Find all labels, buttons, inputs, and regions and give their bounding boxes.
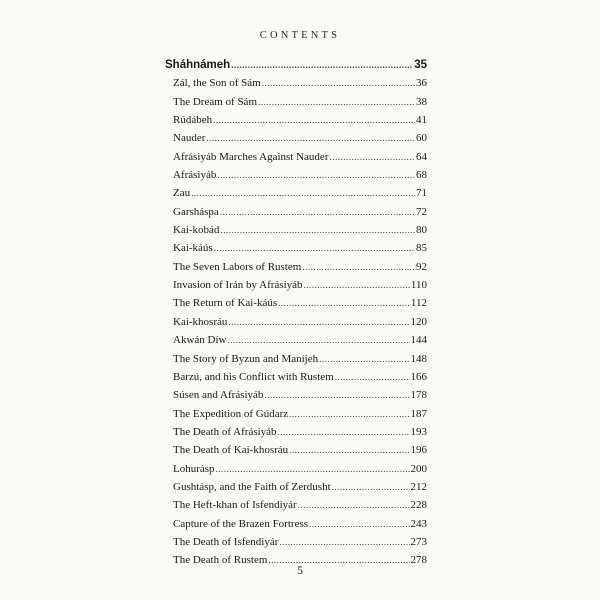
dot-leader — [278, 423, 410, 441]
toc-entry-title: The Heft-khan of Isfendiyár — [173, 499, 297, 512]
toc-entry-title: Barzú, and his Conflict with Rustem — [173, 370, 334, 383]
dot-leader — [319, 350, 409, 368]
toc-entry-title: Afrásiyáb Marches Against Nauder — [173, 150, 329, 163]
toc-entry — [165, 276, 427, 294]
toc-entry-page: 64 — [416, 150, 427, 163]
toc-entry — [165, 515, 427, 533]
toc-entry — [165, 148, 427, 166]
toc-entry — [165, 405, 427, 423]
toc-entry-page: 228 — [410, 499, 427, 512]
toc-entry — [165, 496, 427, 514]
toc-entry-page: 196 — [410, 444, 427, 457]
toc-entry — [165, 129, 427, 147]
toc-entry-page: 72 — [416, 205, 427, 218]
toc-entry-title: Zau — [173, 187, 191, 200]
dot-leader — [332, 478, 410, 496]
toc-entry — [165, 533, 427, 551]
dot-leader — [264, 386, 409, 404]
toc-entry-title: Kai-káús — [173, 242, 213, 255]
dot-leader — [279, 533, 409, 551]
toc-entry-title: The Death of Afrásiyáb — [173, 425, 277, 438]
toc-entry-page: 212 — [410, 480, 427, 493]
toc-entry-page: 35 — [414, 59, 427, 71]
dot-leader — [206, 129, 415, 147]
toc-entry-page: 200 — [410, 462, 427, 475]
toc-entry-page: 273 — [410, 535, 427, 548]
toc-entry-page: 148 — [410, 352, 427, 365]
dot-leader — [216, 460, 410, 478]
dot-leader — [227, 331, 409, 349]
dot-leader — [214, 239, 415, 257]
toc-entry-title: The Dream of Sám — [173, 95, 257, 108]
dot-leader — [213, 111, 415, 129]
toc-entry — [165, 350, 427, 368]
toc-entry-title: Capture of the Brazen Fortress — [173, 517, 309, 530]
toc-entry-title: Garsháspa — [173, 205, 219, 218]
toc-entry-page: 60 — [416, 132, 427, 145]
toc-entry-page: 38 — [416, 95, 427, 108]
toc-entry — [165, 221, 427, 239]
toc-entry-title: The Seven Labors of Rustem — [173, 260, 302, 273]
toc-entry-title: Invasion of Irán by Afrásiyáb — [173, 279, 303, 292]
toc-entry-title: Zál, the Son of Sám — [173, 77, 261, 90]
toc-entry-page: 36 — [416, 77, 427, 90]
toc-entry — [165, 184, 427, 202]
toc-entry — [165, 294, 427, 312]
toc-entry-title: Lohurásp — [173, 462, 215, 475]
toc-entry-title: Sháhnámeh — [165, 59, 231, 71]
toc-entry-title: The Death of Rustem — [173, 554, 268, 567]
toc-entry-title: The Death of Kai-khosráu — [173, 444, 289, 457]
page-heading: CONTENTS — [259, 30, 341, 41]
toc-entry — [165, 368, 427, 386]
toc-entry-page: 187 — [410, 407, 427, 420]
toc-entry-title: The Death of Isfendiyár — [173, 535, 279, 548]
toc-entry-title: Kai-khosráu — [173, 315, 228, 328]
toc-entry — [165, 478, 427, 496]
toc-entry-title: Akwán Díw — [173, 334, 227, 347]
dot-leader — [191, 184, 415, 202]
toc-entry-title: The Story of Byzun and Maníjeh — [173, 352, 319, 365]
dot-leader — [329, 148, 415, 166]
toc-entry — [165, 93, 427, 111]
dot-leader — [302, 258, 415, 276]
toc-entry-page: 120 — [410, 315, 427, 328]
toc-entry — [165, 258, 427, 276]
toc-entry — [165, 441, 427, 459]
toc-entry-page: 243 — [410, 517, 427, 530]
toc-entry-title: Súsen and Afrásiyáb — [173, 389, 264, 402]
toc-entry-page: 41 — [416, 114, 427, 127]
toc-entry — [165, 460, 427, 478]
toc-entry-page: 144 — [410, 334, 427, 347]
toc-entry — [165, 313, 427, 331]
toc-entry-page: 71 — [416, 187, 427, 200]
toc-entry-page: 68 — [416, 169, 427, 182]
dot-leader — [228, 313, 409, 331]
toc-entry-page: 85 — [416, 242, 427, 255]
dot-leader — [289, 441, 409, 459]
dot-leader — [304, 276, 410, 294]
toc-entry-title: Gushtásp, and the Faith of Zerdusht — [173, 480, 331, 493]
toc-entry-title: Afrásiyáb — [173, 169, 217, 182]
toc-entry — [165, 331, 427, 349]
dot-leader — [220, 221, 415, 239]
dot-leader — [258, 93, 415, 111]
toc-part-entry — [165, 56, 427, 74]
table-of-contents — [165, 56, 427, 570]
toc-entry-title: The Expedition of Gúdarz — [173, 407, 289, 420]
toc-entry-page: 193 — [410, 425, 427, 438]
dot-leader — [309, 515, 409, 533]
toc-entry — [165, 239, 427, 257]
toc-entry-page: 166 — [410, 370, 427, 383]
toc-entry — [165, 166, 427, 184]
dot-leader — [298, 496, 410, 514]
toc-entry-title: Kai-kobád — [173, 224, 220, 237]
dot-leader — [231, 56, 413, 74]
dot-leader — [220, 203, 415, 221]
dot-leader — [217, 166, 415, 184]
toc-entry — [165, 74, 427, 92]
toc-entry-page: 80 — [416, 224, 427, 237]
toc-entry-title: Nauder — [173, 132, 206, 145]
dot-leader — [289, 405, 409, 423]
toc-entry-page: 112 — [410, 297, 427, 310]
toc-entry — [165, 111, 427, 129]
toc-entry-page: 110 — [410, 279, 427, 292]
dot-leader — [262, 74, 415, 92]
toc-entry-title: The Return of Kai-káús — [173, 297, 278, 310]
dot-leader — [335, 368, 410, 386]
toc-entry-page: 278 — [410, 554, 427, 567]
page-number: 5 — [297, 563, 303, 577]
toc-entry-page: 92 — [416, 260, 427, 273]
toc-entry — [165, 423, 427, 441]
toc-entry-title: Rúdábeh — [173, 114, 213, 127]
toc-entry-page: 178 — [410, 389, 427, 402]
toc-entry — [165, 203, 427, 221]
toc-entry — [165, 386, 427, 404]
dot-leader — [278, 294, 410, 312]
